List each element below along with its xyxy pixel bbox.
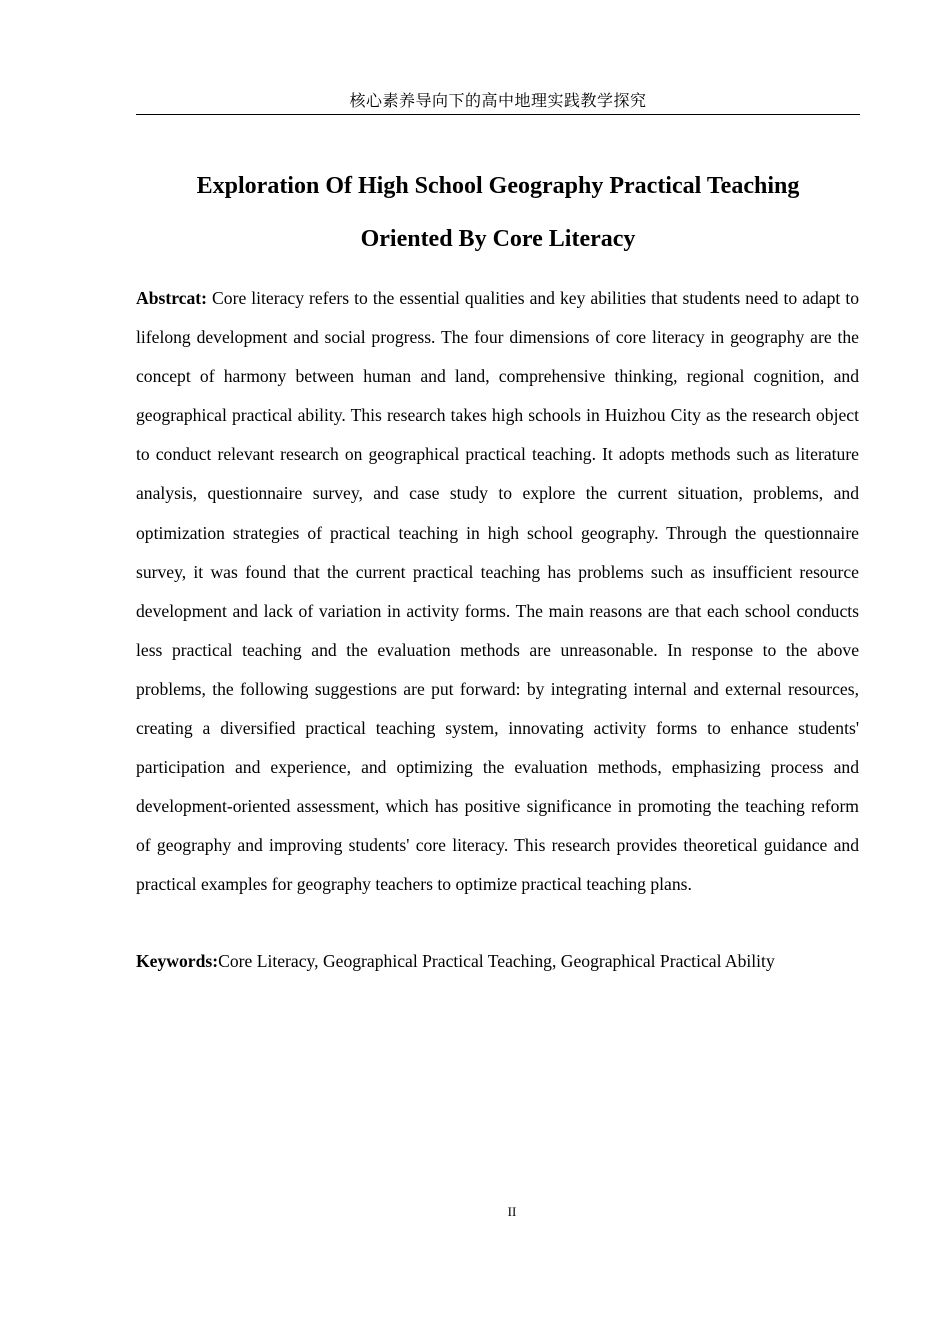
paper-title-line-2: Oriented By Core Literacy	[360, 226, 636, 252]
abstract-paragraph	[136, 279, 859, 905]
abstract-text: Core literacy refers to the essential qualities and key abilities that students need to adapt to lifelong development and social progress. The four dimensions of core literacy in geography are the concept of harmony between human and land, comprehensive thinking, regional cognition, and geographical practical ability. This research takes high schools in Huizhou City as the research object to conduct relevant research on geographical practical teaching. It adopts methods such as literature analysis, questionnaire survey, and case study to explore the current situation, problems, and optimization strategies of practical teaching in high school geography. Through the questionnaire survey, it was found that the current practical teaching has problems such as insufficient resource development and lack of variation in activity forms. The main reasons are that each school conducts less practical teaching and the evaluation methods are unreasonable. In response to the above problems, the following suggestions are put forward: by integrating internal and external resources, creating a diversified practical teaching system, innovating activity forms to enhance students' participation and experience, and optimizing the evaluation methods, emphasizing process and development-oriented assessment, which has positive significance in promoting the teaching reform of geography and improving students' core literacy. This research provides theoretical guidance and practical examples for geography teachers to optimize practical teaching plans.	[136, 288, 859, 895]
running-header-title: 核心素养导向下的高中地理实践教学探究	[349, 91, 647, 110]
running-header	[136, 90, 860, 115]
paper-title-line-1: Exploration Of High School Geography Practical Teaching	[196, 173, 800, 199]
keywords-text: Core Literacy, Geographical Practical Teaching, Geographical Practical Ability	[218, 951, 775, 971]
paper-title	[136, 160, 860, 266]
abstract-label: Abstrcat:	[136, 288, 208, 308]
keywords-label: Keywords:	[136, 951, 219, 971]
page-number: II	[507, 1204, 517, 1219]
keywords-line	[136, 942, 859, 981]
